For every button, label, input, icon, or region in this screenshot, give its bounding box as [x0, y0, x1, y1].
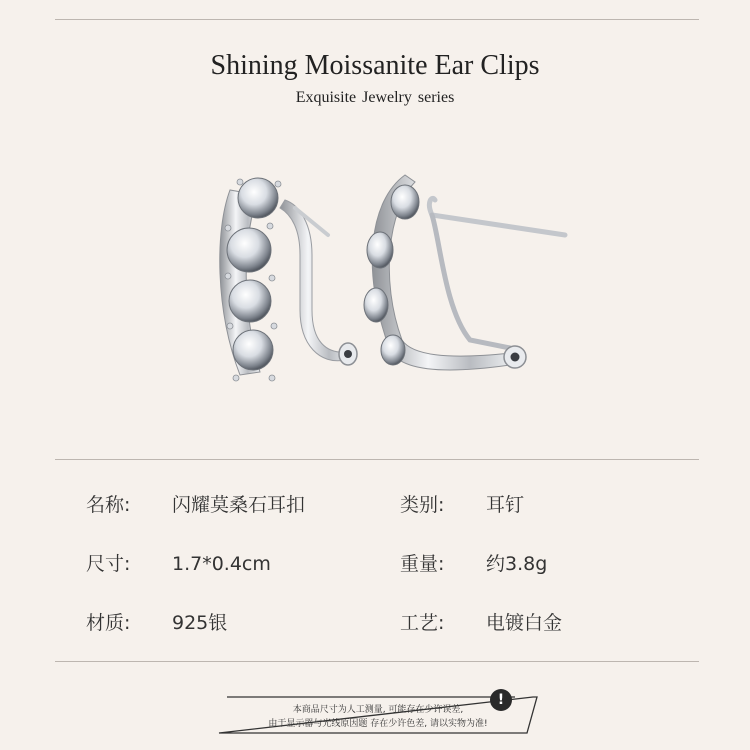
spec-weight-value: 约3.8g	[486, 553, 548, 575]
spec-name	[86, 490, 305, 517]
spec-name-label: 名称:	[86, 494, 131, 516]
spec-weight	[400, 549, 547, 576]
spec-size-value: 1.7*0.4cm	[172, 553, 271, 575]
spec-category-value: 耳钉	[486, 494, 525, 516]
spec-size	[86, 549, 271, 576]
spec-craft	[400, 608, 562, 635]
spec-category	[400, 490, 524, 517]
spec-material-value: 925银	[172, 612, 228, 634]
spec-name-value: 闪耀莫桑石耳扣	[172, 494, 306, 516]
spec-material-label: 材质:	[86, 612, 131, 634]
product-image	[200, 160, 580, 400]
spec-material	[86, 608, 227, 635]
middle-divider	[55, 459, 699, 460]
exclamation-icon: !	[490, 689, 512, 711]
spec-craft-value: 电镀白金	[486, 612, 563, 634]
bottom-divider	[55, 661, 699, 662]
notice-box	[218, 692, 538, 736]
left-ear-clip	[220, 178, 357, 381]
spec-category-label: 类别:	[400, 494, 445, 516]
notice-line-1: 本商品尺寸为人工测量, 可能存在少许误差,	[292, 705, 464, 715]
right-ear-clip	[364, 175, 565, 370]
notice-line-2: 由于显示器与光线原因题 存在少许色差, 请以实物为准!	[268, 719, 488, 729]
spec-size-label: 尺寸:	[86, 553, 131, 575]
page-subtitle: Exquisite Jewelry series	[295, 89, 455, 106]
spec-craft-label: 工艺:	[400, 612, 445, 634]
top-divider	[55, 19, 699, 20]
spec-weight-label: 重量:	[400, 553, 445, 575]
page-title: Shining Moissanite Ear Clips	[210, 50, 540, 81]
